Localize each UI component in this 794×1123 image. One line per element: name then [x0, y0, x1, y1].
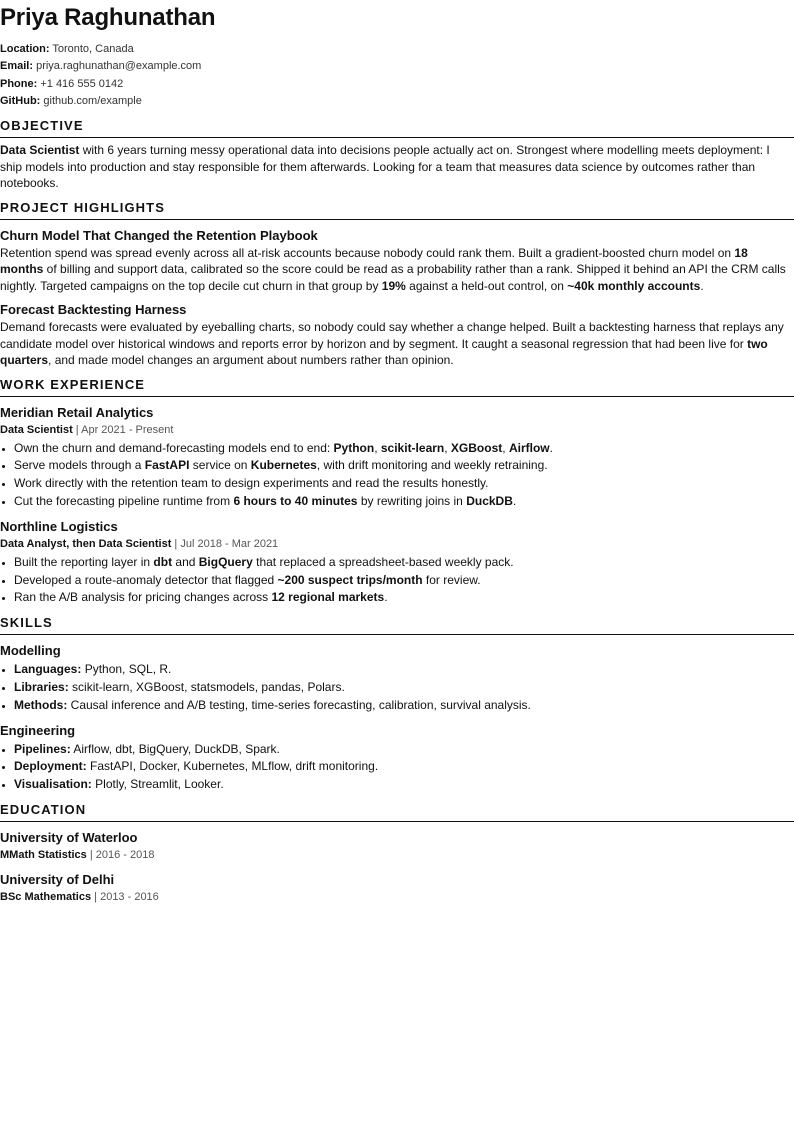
contact-value: priya.raghunathan@example.com	[36, 60, 202, 73]
contact-label: Email:	[0, 60, 34, 73]
text-run: , with drift monitoring and weekly retraining.	[316, 458, 548, 473]
emphasis-text: Airflow	[508, 440, 550, 455]
text-run: Retention spend was spread evenly across all at-risk accounts because nobody could rank them. Built a gradient-boosted churn model on	[0, 245, 735, 260]
candidate-name: Priya Raghunathan	[0, 4, 216, 31]
text-run: Cut the forecasting pipeline runtime from	[14, 494, 234, 509]
emphasis-text: XGBoost	[450, 440, 503, 455]
list-item	[14, 493, 794, 511]
degree: BSc Mathematics	[0, 891, 92, 904]
text-run: that replaced a spreadsheet-based weekly pack.	[252, 554, 514, 569]
skill-group-title: Modelling	[0, 643, 61, 659]
emphasis-text: 6 hours to 40 minutes	[233, 494, 358, 509]
job-bullets	[0, 554, 794, 607]
skills-heading: SKILLS	[0, 615, 794, 635]
skill-value: FastAPI, Docker, Kubernetes, MLflow, drift monitoring.	[90, 759, 379, 774]
job-role-line: Data Scientist | Apr 2021 - Present	[0, 423, 174, 436]
list-item	[14, 457, 794, 475]
contact-label: GitHub:	[0, 94, 41, 107]
school-name: University of Delhi	[0, 872, 115, 888]
skill-value: scikit-learn, XGBoost, statsmodels, pandas, Polars.	[72, 680, 345, 695]
project-title: Churn Model That Changed the Retention Playbook	[0, 227, 318, 243]
text-run: .	[512, 494, 517, 509]
education-heading: EDUCATION	[0, 802, 794, 822]
skill-group-title: Engineering	[0, 722, 76, 738]
emphasis-text: two quarters	[0, 336, 768, 368]
text-run: , and made model changes an argument about numbers rather than opinion.	[48, 353, 454, 368]
emphasis-text: BigQuery	[198, 554, 253, 569]
list-item	[14, 776, 794, 794]
job-dates: Apr 2021 - Present	[81, 423, 174, 436]
skill-label: Deployment:	[14, 759, 87, 774]
text-run: ,	[444, 440, 451, 455]
text-run: Work directly with the retention team to design experiments and read the results honestly.	[14, 476, 489, 491]
experience-heading: WORK EXPERIENCE	[0, 377, 794, 397]
contact-block	[0, 41, 794, 110]
text-run: and	[172, 554, 199, 569]
job-bullets	[0, 440, 794, 511]
emphasis-text: ~40k monthly accounts	[567, 278, 701, 293]
text-run: Ran the A/B analysis for pricing changes across	[14, 590, 272, 605]
list-item	[14, 440, 794, 458]
list-item	[14, 661, 794, 679]
degree: MMath Statistics	[0, 849, 87, 862]
text-run: by rewriting joins in	[357, 494, 467, 509]
list-item	[14, 741, 794, 759]
emphasis-text: ~200 suspect trips/month	[277, 572, 423, 587]
text-run: ,	[374, 440, 381, 455]
text-run: .	[549, 440, 553, 455]
text-run: Own the churn and demand-forecasting models end to end:	[14, 440, 334, 455]
skill-label: Libraries:	[14, 680, 69, 695]
skill-group	[0, 722, 794, 794]
list-item	[14, 572, 794, 590]
contact-label: Phone:	[0, 77, 38, 90]
job-company: Northline Logistics	[0, 518, 118, 534]
emphasis-text: Python	[333, 440, 375, 455]
job-item	[0, 518, 794, 607]
list-item	[14, 589, 794, 607]
contact-email	[0, 58, 794, 75]
emphasis-text: Kubernetes	[250, 458, 317, 473]
text-run: .	[700, 278, 704, 293]
project-description	[0, 319, 794, 369]
objective-text	[0, 142, 794, 192]
skill-value: Causal inference and A/B testing, time-series forecasting, calibration, survival analysis.	[70, 697, 531, 712]
school-name: University of Waterloo	[0, 830, 138, 846]
emphasis-text: dbt	[153, 554, 173, 569]
skill-list	[0, 741, 794, 794]
contact-value: Toronto, Canada	[52, 43, 134, 55]
education-item	[0, 829, 794, 864]
degree-line: MMath Statistics | 2016 - 2018	[0, 849, 155, 862]
job-role-line: Data Analyst, then Data Scientist | Jul 2018 - Mar 2021	[0, 537, 279, 550]
skill-label: Pipelines:	[14, 741, 71, 756]
skill-group	[0, 642, 794, 714]
education-dates: 2013 - 2016	[100, 891, 159, 904]
projects-heading: PROJECT HIGHLIGHTS	[0, 200, 794, 220]
skill-list	[0, 661, 794, 714]
emphasis-text: scikit-learn	[380, 440, 445, 455]
list-item	[14, 554, 794, 572]
contact-value: github.com/example	[43, 94, 142, 107]
text-run: Developed a route-anomaly detector that flagged	[14, 572, 278, 587]
list-item	[14, 475, 794, 493]
skill-label: Methods:	[14, 697, 68, 712]
text-run: ,	[502, 440, 509, 455]
project-description	[0, 245, 794, 295]
job-dates: Jul 2018 - Mar 2021	[180, 537, 279, 550]
job-company: Meridian Retail Analytics	[0, 404, 154, 420]
list-item	[14, 679, 794, 697]
text-run: of billing and support data, calibrated so the score could be read as a probability rather than a rank. Shipped it behind an API the CRM calls nightly. Targeted campaigns on the top decile cut churn in that group by	[0, 262, 786, 293]
project-item	[0, 301, 794, 369]
job-role: Data Scientist	[0, 423, 73, 436]
contact-label: Location:	[0, 43, 50, 55]
objective-heading: OBJECTIVE	[0, 118, 794, 138]
contact-phone	[0, 76, 794, 93]
job-role: Data Analyst, then Data Scientist	[0, 537, 172, 550]
text-run: .	[384, 590, 388, 605]
skill-value: Airflow, dbt, BigQuery, DuckDB, Spark.	[73, 741, 280, 756]
contact-value: +1 416 555 0142	[40, 77, 124, 90]
emphasis-text: FastAPI	[144, 458, 190, 473]
contact-github	[0, 93, 794, 110]
degree-line: BSc Mathematics | 2013 - 2016	[0, 891, 159, 904]
text-run: with 6 years turning messy operational data into decisions people actually act on. Strongest where modelling meets deployment: I ship models into production and stay responsible for them afterwards. Looking for a team that measures data science by outcomes rather than notebooks.	[0, 143, 770, 191]
project-title: Forecast Backtesting Harness	[0, 302, 187, 318]
text-run: against a held-out control, on	[405, 278, 568, 293]
emphasis-text: DuckDB	[466, 494, 513, 509]
list-item	[14, 758, 794, 776]
text-run: Demand forecasts were evaluated by eyeballing charts, so nobody could say whether a change helped. Built a backtesting harness that replays any candidate model over historical windows and reports error by horizon and by segment. It caught a seasonal regression that had been live for	[0, 320, 784, 351]
project-item	[0, 227, 794, 295]
list-item	[14, 697, 794, 715]
skill-value: Python, SQL, R.	[84, 662, 172, 677]
text-run: Built the reporting layer in	[14, 554, 154, 569]
emphasis-text: 19%	[381, 278, 406, 293]
job-item	[0, 404, 794, 511]
text-run: for review.	[422, 572, 481, 587]
emphasis-text: Data Scientist	[0, 143, 80, 158]
contact-location	[0, 41, 794, 58]
emphasis-text: 12 regional markets	[271, 590, 385, 605]
education-dates: 2016 - 2018	[95, 849, 155, 862]
skill-label: Languages:	[14, 662, 82, 677]
text-run: service on	[189, 458, 251, 473]
education-item	[0, 871, 794, 906]
skill-value: Plotly, Streamlit, Looker.	[95, 777, 224, 792]
text-run: Serve models through a	[14, 458, 145, 473]
emphasis-text: 18 months	[0, 245, 748, 277]
skill-label: Visualisation:	[14, 777, 92, 792]
